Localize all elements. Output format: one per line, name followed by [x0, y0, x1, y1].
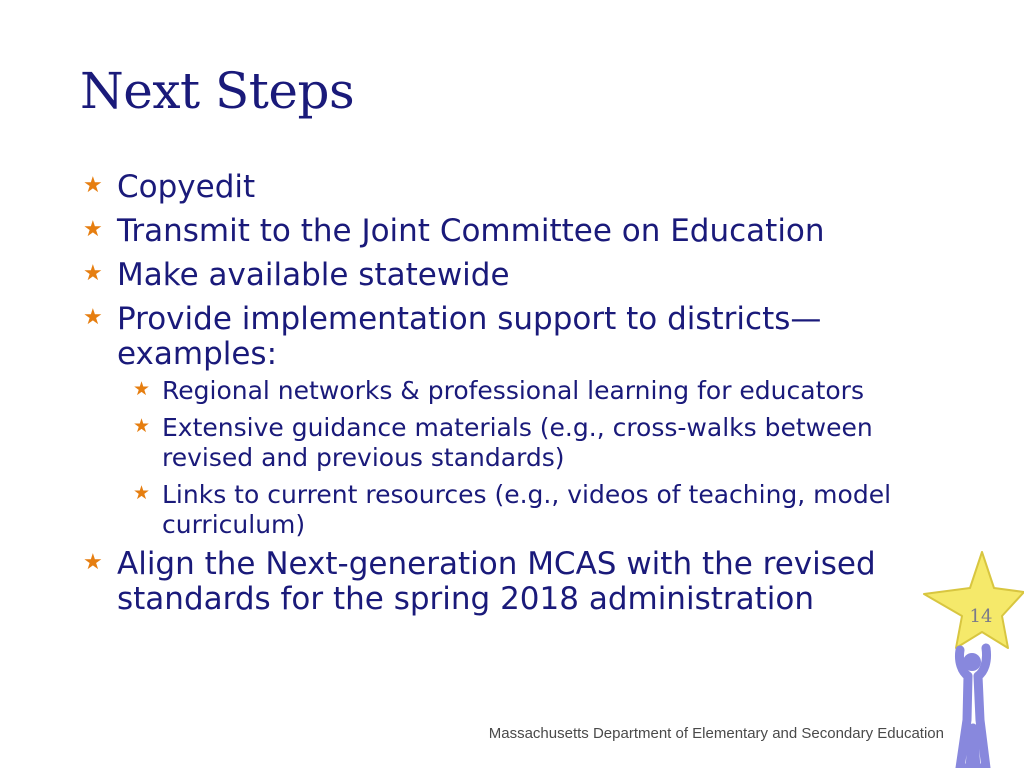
star-icon: ★: [83, 261, 103, 286]
sub-bullet-item: [80, 376, 940, 406]
footer-text: Massachusetts Department of Elementary and Secondary Education: [488, 725, 944, 742]
sub-bullet-item: [80, 413, 940, 473]
bullet-text: Make available statewide: [117, 257, 510, 293]
star-icon: ★: [83, 550, 103, 575]
bullet-item: [80, 302, 940, 372]
star-icon: ★: [133, 415, 151, 437]
bullet-item: [80, 214, 940, 249]
bullet-text: Align the Next-generation MCAS with the revised standards for the spring 2018 administration: [117, 546, 876, 617]
bullet-text: Copyedit: [117, 169, 256, 205]
bullet-item: [80, 258, 940, 293]
sub-bullet-item: [80, 480, 940, 540]
star-icon: ★: [83, 173, 103, 198]
star-icon: ★: [133, 482, 151, 504]
bullet-text: Transmit to the Joint Committee on Education: [117, 213, 825, 249]
sub-bullet-text: Links to current resources (e.g., videos of teaching, model curriculum): [162, 480, 892, 539]
star-icon: ★: [83, 217, 103, 242]
star-icon: ★: [83, 305, 103, 330]
bullet-item: [80, 170, 940, 205]
star-icon: ★: [133, 378, 151, 400]
bullet-list: [80, 170, 940, 626]
sub-bullet-text: Regional networks & professional learning for educators: [162, 376, 864, 405]
bullet-item: [80, 547, 940, 617]
slide-title: Next Steps: [80, 62, 355, 120]
page-number: 14: [969, 606, 993, 627]
sub-bullet-text: Extensive guidance materials (e.g., cross-walks between revised and previous standards): [162, 413, 873, 472]
bullet-text: Provide implementation support to districts—examples:: [117, 301, 822, 372]
